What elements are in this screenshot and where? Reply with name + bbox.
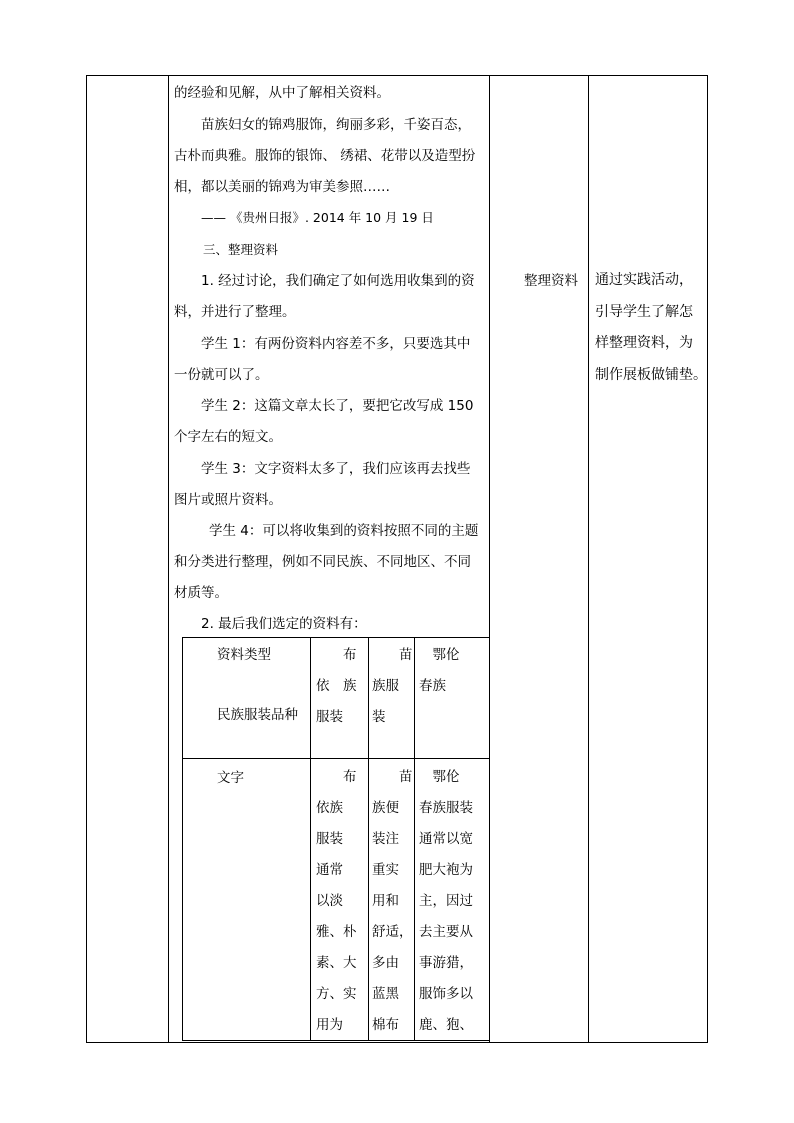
inner-col-divider-1	[310, 637, 311, 1041]
content-section-heading: 三、整理资料	[203, 242, 279, 257]
content-line-12: 个字左右的短文。	[174, 429, 282, 445]
inner-col-divider-3	[414, 637, 415, 1041]
inner-header-label-bottom: 民族服装品种	[217, 707, 298, 723]
inner-row-label: 文字	[217, 770, 244, 786]
content-line-17: 材质等。	[174, 585, 228, 601]
content-line-3: 古朴而典雅。服饰的银饰、 绣裙、花带以及造型扮	[174, 148, 476, 164]
content-line-8: 料，并进行了整理。	[174, 304, 296, 320]
intent-cell: 通过实践活动， 引导学生了解怎 样整理资料，为 制作展板做铺垫。	[595, 272, 707, 383]
outer-table-right-border	[707, 75, 708, 1043]
content-line-18: 2. 最后我们选定的资料有：	[201, 616, 367, 632]
content-line-1: 的经验和见解，从中了解相关资料。	[174, 85, 390, 101]
inner-row-elunchun: 鄂伦 春族服装 通常以宽 肥大袍为 主，因过 去主要从 事游猎， 服饰多以 鹿、狍、	[419, 769, 473, 1033]
content-line-7: 1. 经过讨论，我们确定了如何选用收集到的资	[201, 273, 475, 289]
inner-row-buyi: 布 依族 服装 通常 以淡 雅、朴 素、大 方、实 用为	[316, 769, 357, 1033]
content-line-11: 学生 2：这篇文章太长了，要把它改写成 150	[201, 398, 474, 414]
content-line-14: 图片或照片资料。	[174, 492, 282, 508]
outer-col-divider-1	[168, 75, 169, 1043]
inner-table-top-border	[182, 637, 489, 638]
outer-table-bottom-border	[86, 1042, 708, 1043]
inner-row-miao: 苗 族便 装注 重实 用和 舒适， 多由 蓝黑 棉布	[372, 769, 413, 1033]
outer-col-divider-2	[489, 75, 490, 1043]
inner-header-miao: 苗 族服 装	[372, 647, 413, 725]
content-line-15: 学生 4：可以将收集到的资料按照不同的主题	[209, 523, 479, 539]
activity-cell: 整理资料	[524, 273, 578, 289]
outer-table-top-border	[86, 75, 708, 76]
inner-header-label-top: 资料类型	[217, 647, 271, 663]
inner-table-left-border	[182, 637, 183, 1041]
content-citation: —— 《贵州日报》. 2014 年 10 月 19 日	[201, 210, 434, 225]
content-line-2: 苗族妇女的锦鸡服饰，绚丽多彩，千姿百态，	[201, 117, 471, 133]
outer-col-divider-3	[588, 75, 589, 1043]
content-line-4: 相，都以美丽的锦鸡为审美参照……	[174, 179, 390, 195]
inner-header-buyi: 布 依 族 服装	[316, 647, 357, 725]
content-line-9: 学生 1：有两份资料内容差不多，只要选其中	[201, 336, 471, 352]
content-line-10: 一份就可以了。	[174, 367, 269, 383]
inner-header-elunchun: 鄂伦 春族	[419, 647, 460, 694]
inner-col-divider-2	[368, 637, 369, 1041]
content-line-13: 学生 3：文字资料太多了，我们应该再去找些	[201, 461, 471, 477]
content-line-16: 和分类进行整理，例如不同民族、不同地区、不同	[174, 554, 471, 570]
outer-table-left-border	[86, 75, 87, 1043]
inner-table-row-divider	[182, 758, 489, 759]
